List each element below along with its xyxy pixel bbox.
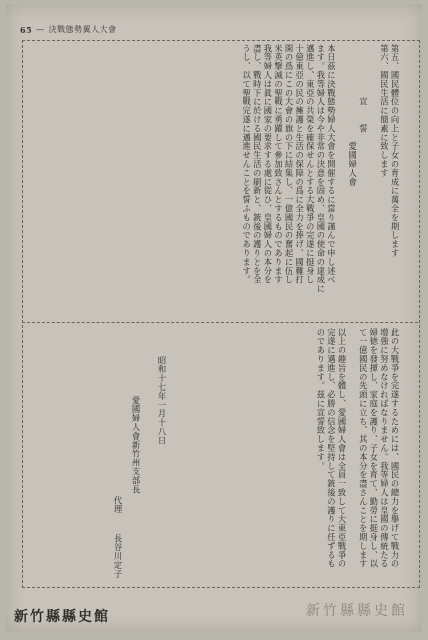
section-divider: [22, 322, 418, 323]
signature-date: 昭和十七年一月十八日: [157, 356, 167, 445]
archive-logo: 新竹縣縣史館: [14, 609, 110, 625]
archive-watermark: 新竹縣縣史館: [306, 603, 408, 619]
page-header: [20, 24, 117, 35]
header-dash: —: [36, 25, 45, 34]
signature-role: 代理: [113, 496, 123, 514]
document-page: [6, 4, 422, 632]
lower-text-block: 此の大戰爭を完遂するためには、國民の總力を擧げて戰力の 增強に努めなければなりません。我等婦人は皇國の傳統たる 婦徳を發揮し、家庭を護り、子女を育て、勤勞に挺身し、以 て一億國民の先頭に立ち、其の本分を盡さんことを期します 以上の趣旨を體し、愛國婦人會は全員一致して大東亞戰爭の 完遂に邁進し、必勝の信念を堅持して銃後の護りに任ずるも のであります。茲に宣誓致します。: [315, 328, 400, 569]
signature-organization: 愛國婦人會新竹州支部長: [131, 396, 141, 494]
upper-text-block: 第五、國民體位の向上と子女の育成に萬全を期します 第六、國民生活に簡素に致します 宣 誓 愛國婦人會 本日茲に決戰態勢婦人大會を開催するに當り謹んで申し述べ ます。我等婦人は今や非常の決意を固め、皇國の使命の達成に 邁進し、東亞の共榮を確保せんとする大戰爭の完遂に挺身し 十億東亞の民の擁護と生活の保障の爲に全力を捧げ、國難打 開の爲にこの大會の旗の下に結集し、一億國民の奮起に伍し 米英撃滅の聖戰に勇躍して參加致さんとするものであります 我等婦人は眞に國家の要求する處に從ひ、皇國婦人の本分を 盡し、戰時下に於ける國民生活の刷新と、銃後の護りとを全 うし、以て聖戰完遂に邁進せんことを誓ふものであります。: [241, 44, 400, 294]
running-title: 決戰態勢翼人大會: [48, 25, 117, 34]
page-number: 65: [20, 24, 33, 35]
signature-name: 長谷川定子: [113, 534, 123, 579]
